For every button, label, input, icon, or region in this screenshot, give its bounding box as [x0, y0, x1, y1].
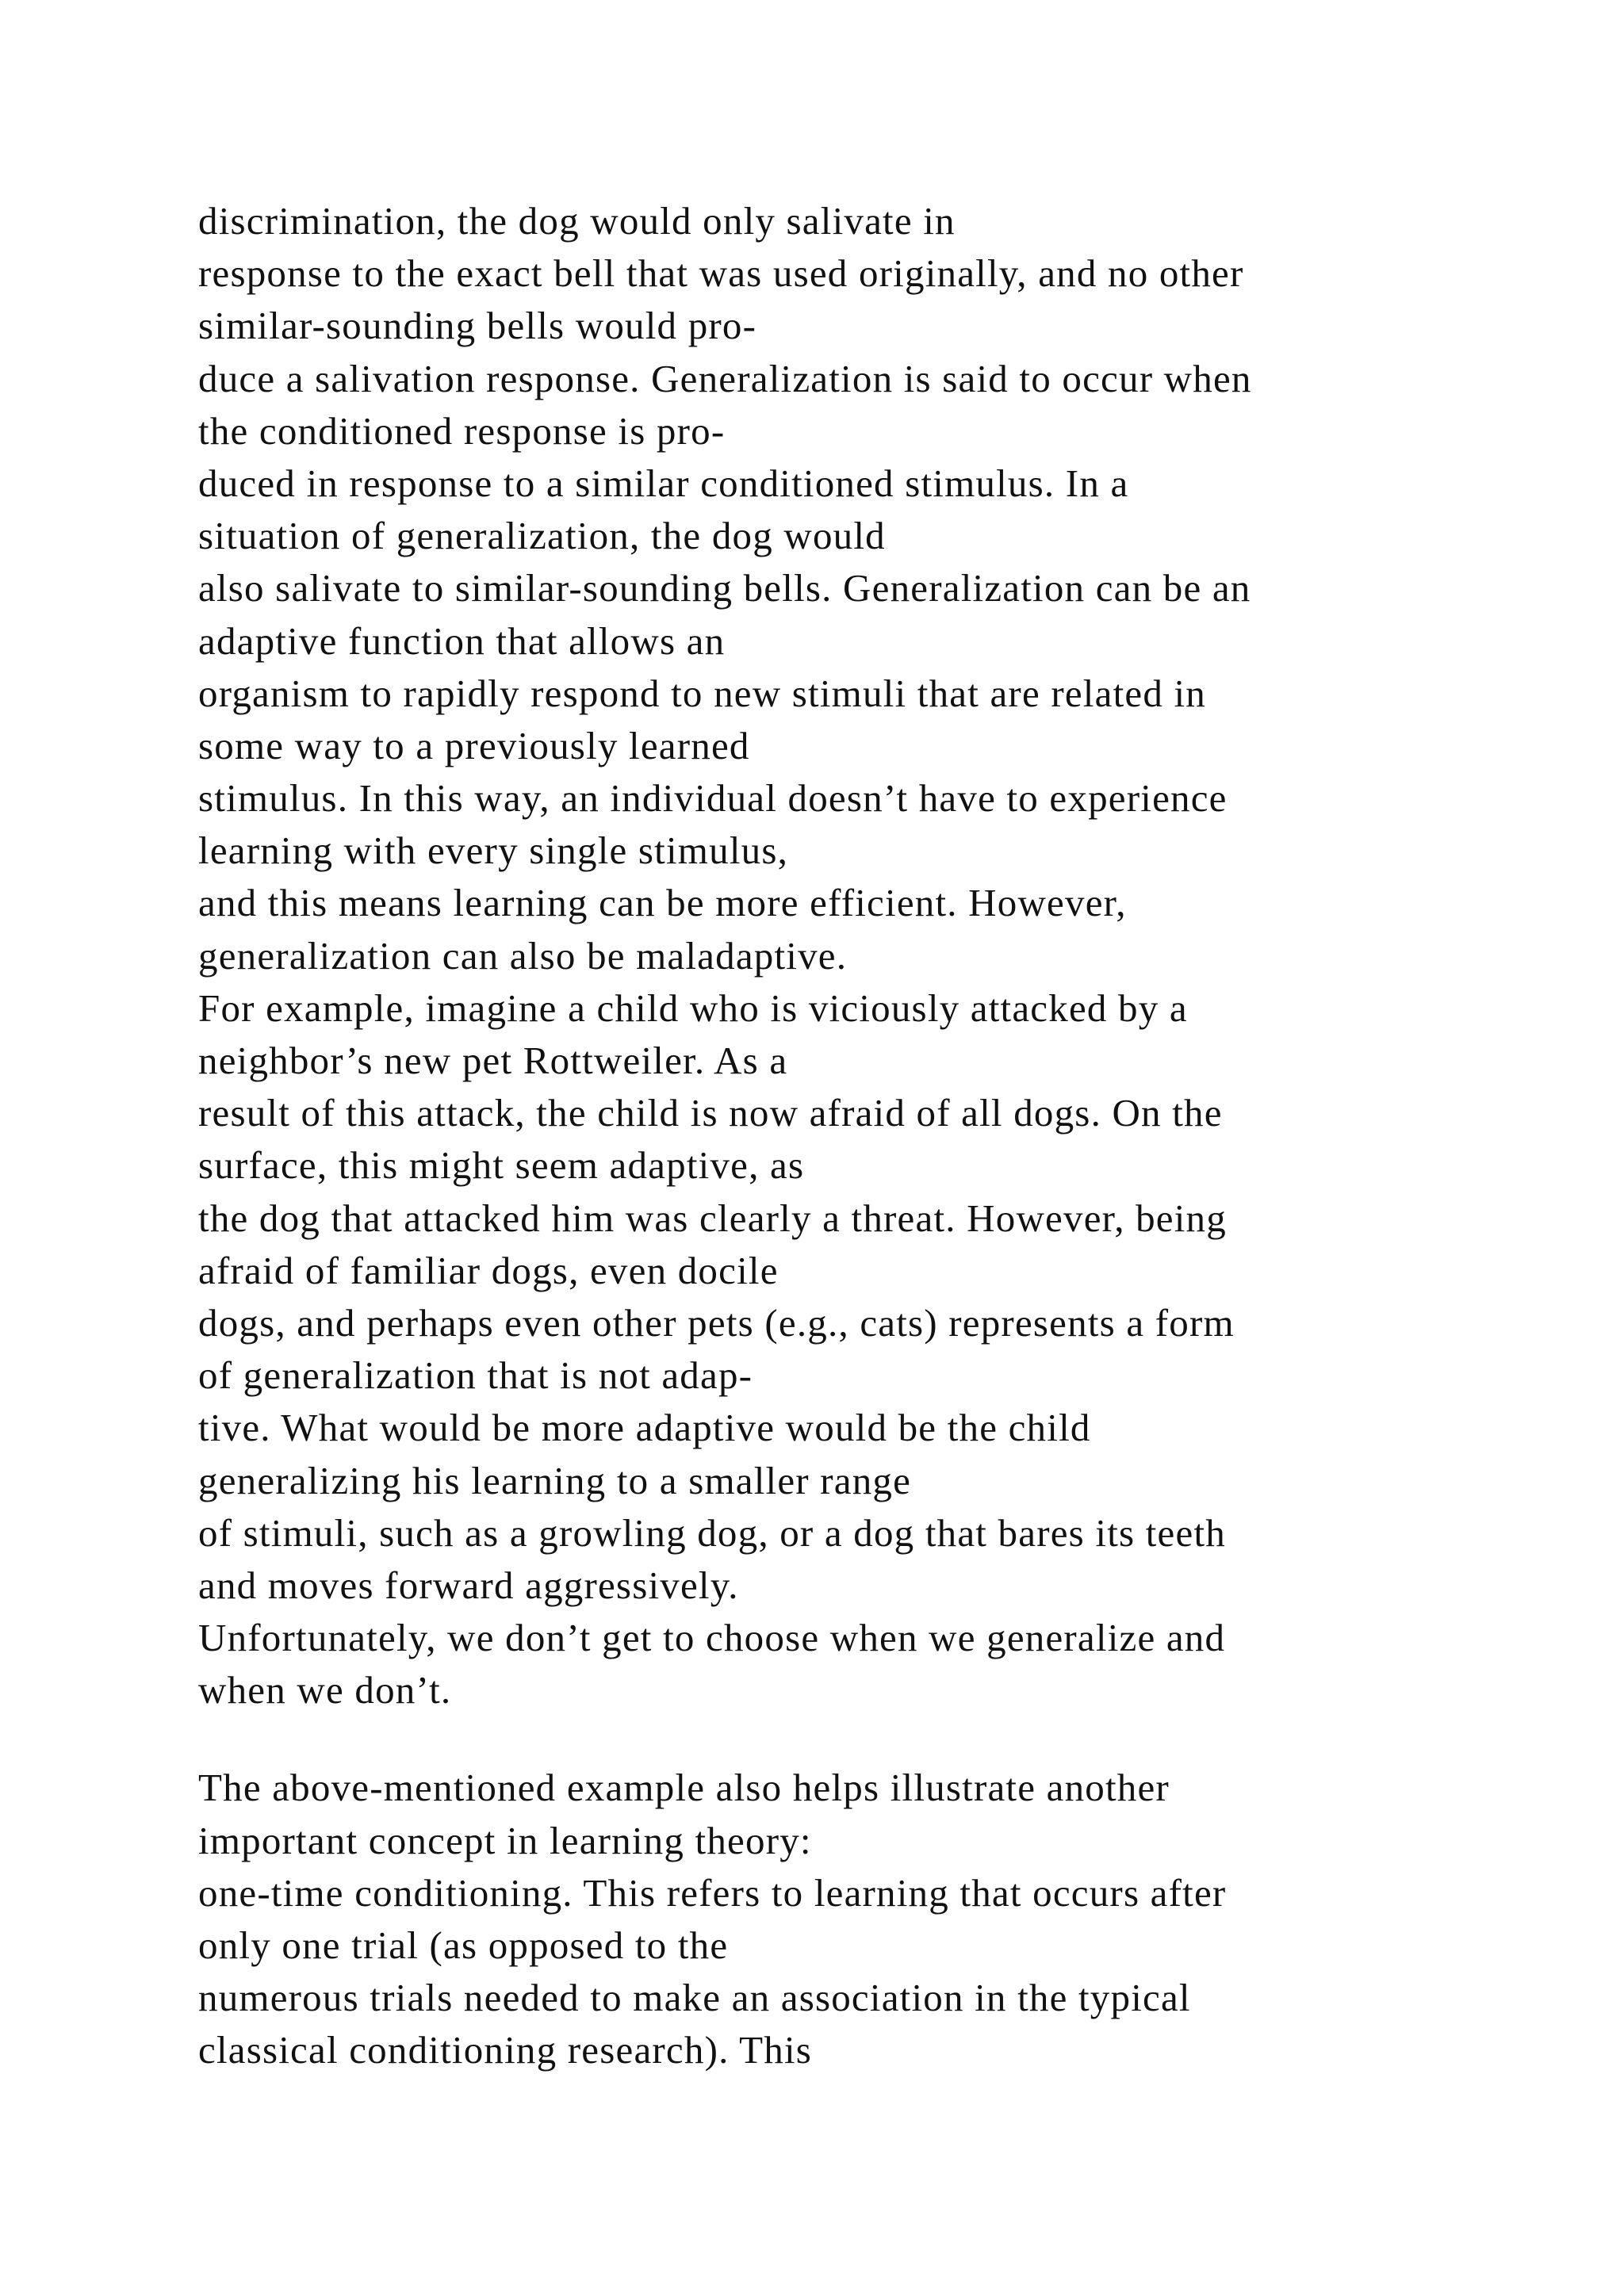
text-line: some way to a previously learned	[198, 723, 750, 767]
text-line: dogs, and perhaps even other pets (e.g., cats) represents a form	[198, 1300, 1235, 1345]
text-line: stimulus. In this way, an individual doesn’t have to experience	[198, 776, 1228, 821]
text-line: also salivate to similar-sounding bells. Generalization can be an	[198, 566, 1251, 610]
text-line: generalizing his learning to a smaller range	[198, 1458, 912, 1502]
text-line: Unfortunately, we don’t get to choose when we generalize and	[198, 1616, 1226, 1660]
document-body	[198, 195, 1562, 2077]
text-line: situation of generalization, the dog would	[198, 514, 886, 558]
text-line: and moves forward aggressively.	[198, 1563, 739, 1607]
text-line: generalization can also be maladaptive.	[198, 933, 848, 978]
text-line: when we don’t.	[198, 1668, 452, 1712]
text-line: one-time conditioning. This refers to learning that occurs after	[198, 1870, 1227, 1915]
text-line: adaptive function that allows an	[198, 618, 726, 663]
text-line: of stimuli, such as a growling dog, or a dog that bares its teeth	[198, 1510, 1226, 1555]
text-line: organism to rapidly respond to new stimuli that are related in	[198, 671, 1206, 715]
text-line: important concept in learning theory:	[198, 1818, 812, 1862]
text-line: response to the exact bell that was used originally, and no other	[198, 251, 1244, 296]
text-line: duced in response to a similar conditioned stimulus. In a	[198, 461, 1129, 505]
text-line: result of this attack, the child is now afraid of all dogs. On the	[198, 1091, 1223, 1135]
text-line: the conditioned response is pro-	[198, 408, 726, 453]
text-line: discrimination, the dog would only salivate in	[198, 199, 956, 243]
text-line: For example, imagine a child who is viciously attacked by a	[198, 985, 1188, 1030]
text-line: tive. What would be more adaptive would be the child	[198, 1406, 1091, 1450]
text-line: learning with every single stimulus,	[198, 828, 789, 873]
text-line: similar-sounding bells would pro-	[198, 304, 757, 348]
text-line: afraid of familiar dogs, even docile	[198, 1248, 779, 1292]
paragraph-2	[198, 1762, 1562, 2076]
text-line: of generalization that is not adap-	[198, 1353, 753, 1398]
paragraph-1	[198, 195, 1562, 1716]
text-line: classical conditioning research). This	[198, 2028, 813, 2072]
text-line: only one trial (as opposed to the	[198, 1923, 729, 1967]
text-line: the dog that attacked him was clearly a threat. However, being	[198, 1196, 1227, 1240]
text-line: The above-mentioned example also helps illustrate another	[198, 1766, 1170, 1810]
text-line: and this means learning can be more efficient. However,	[198, 881, 1127, 925]
text-line: surface, this might seem adaptive, as	[198, 1143, 805, 1188]
paragraph-break	[198, 1716, 1562, 1762]
text-line: numerous trials needed to make an association in the typical	[198, 1976, 1191, 2020]
text-line: neighbor’s new pet Rottweiler. As a	[198, 1039, 788, 1082]
text-line: duce a salivation response. Generalization is said to occur when	[198, 356, 1252, 400]
